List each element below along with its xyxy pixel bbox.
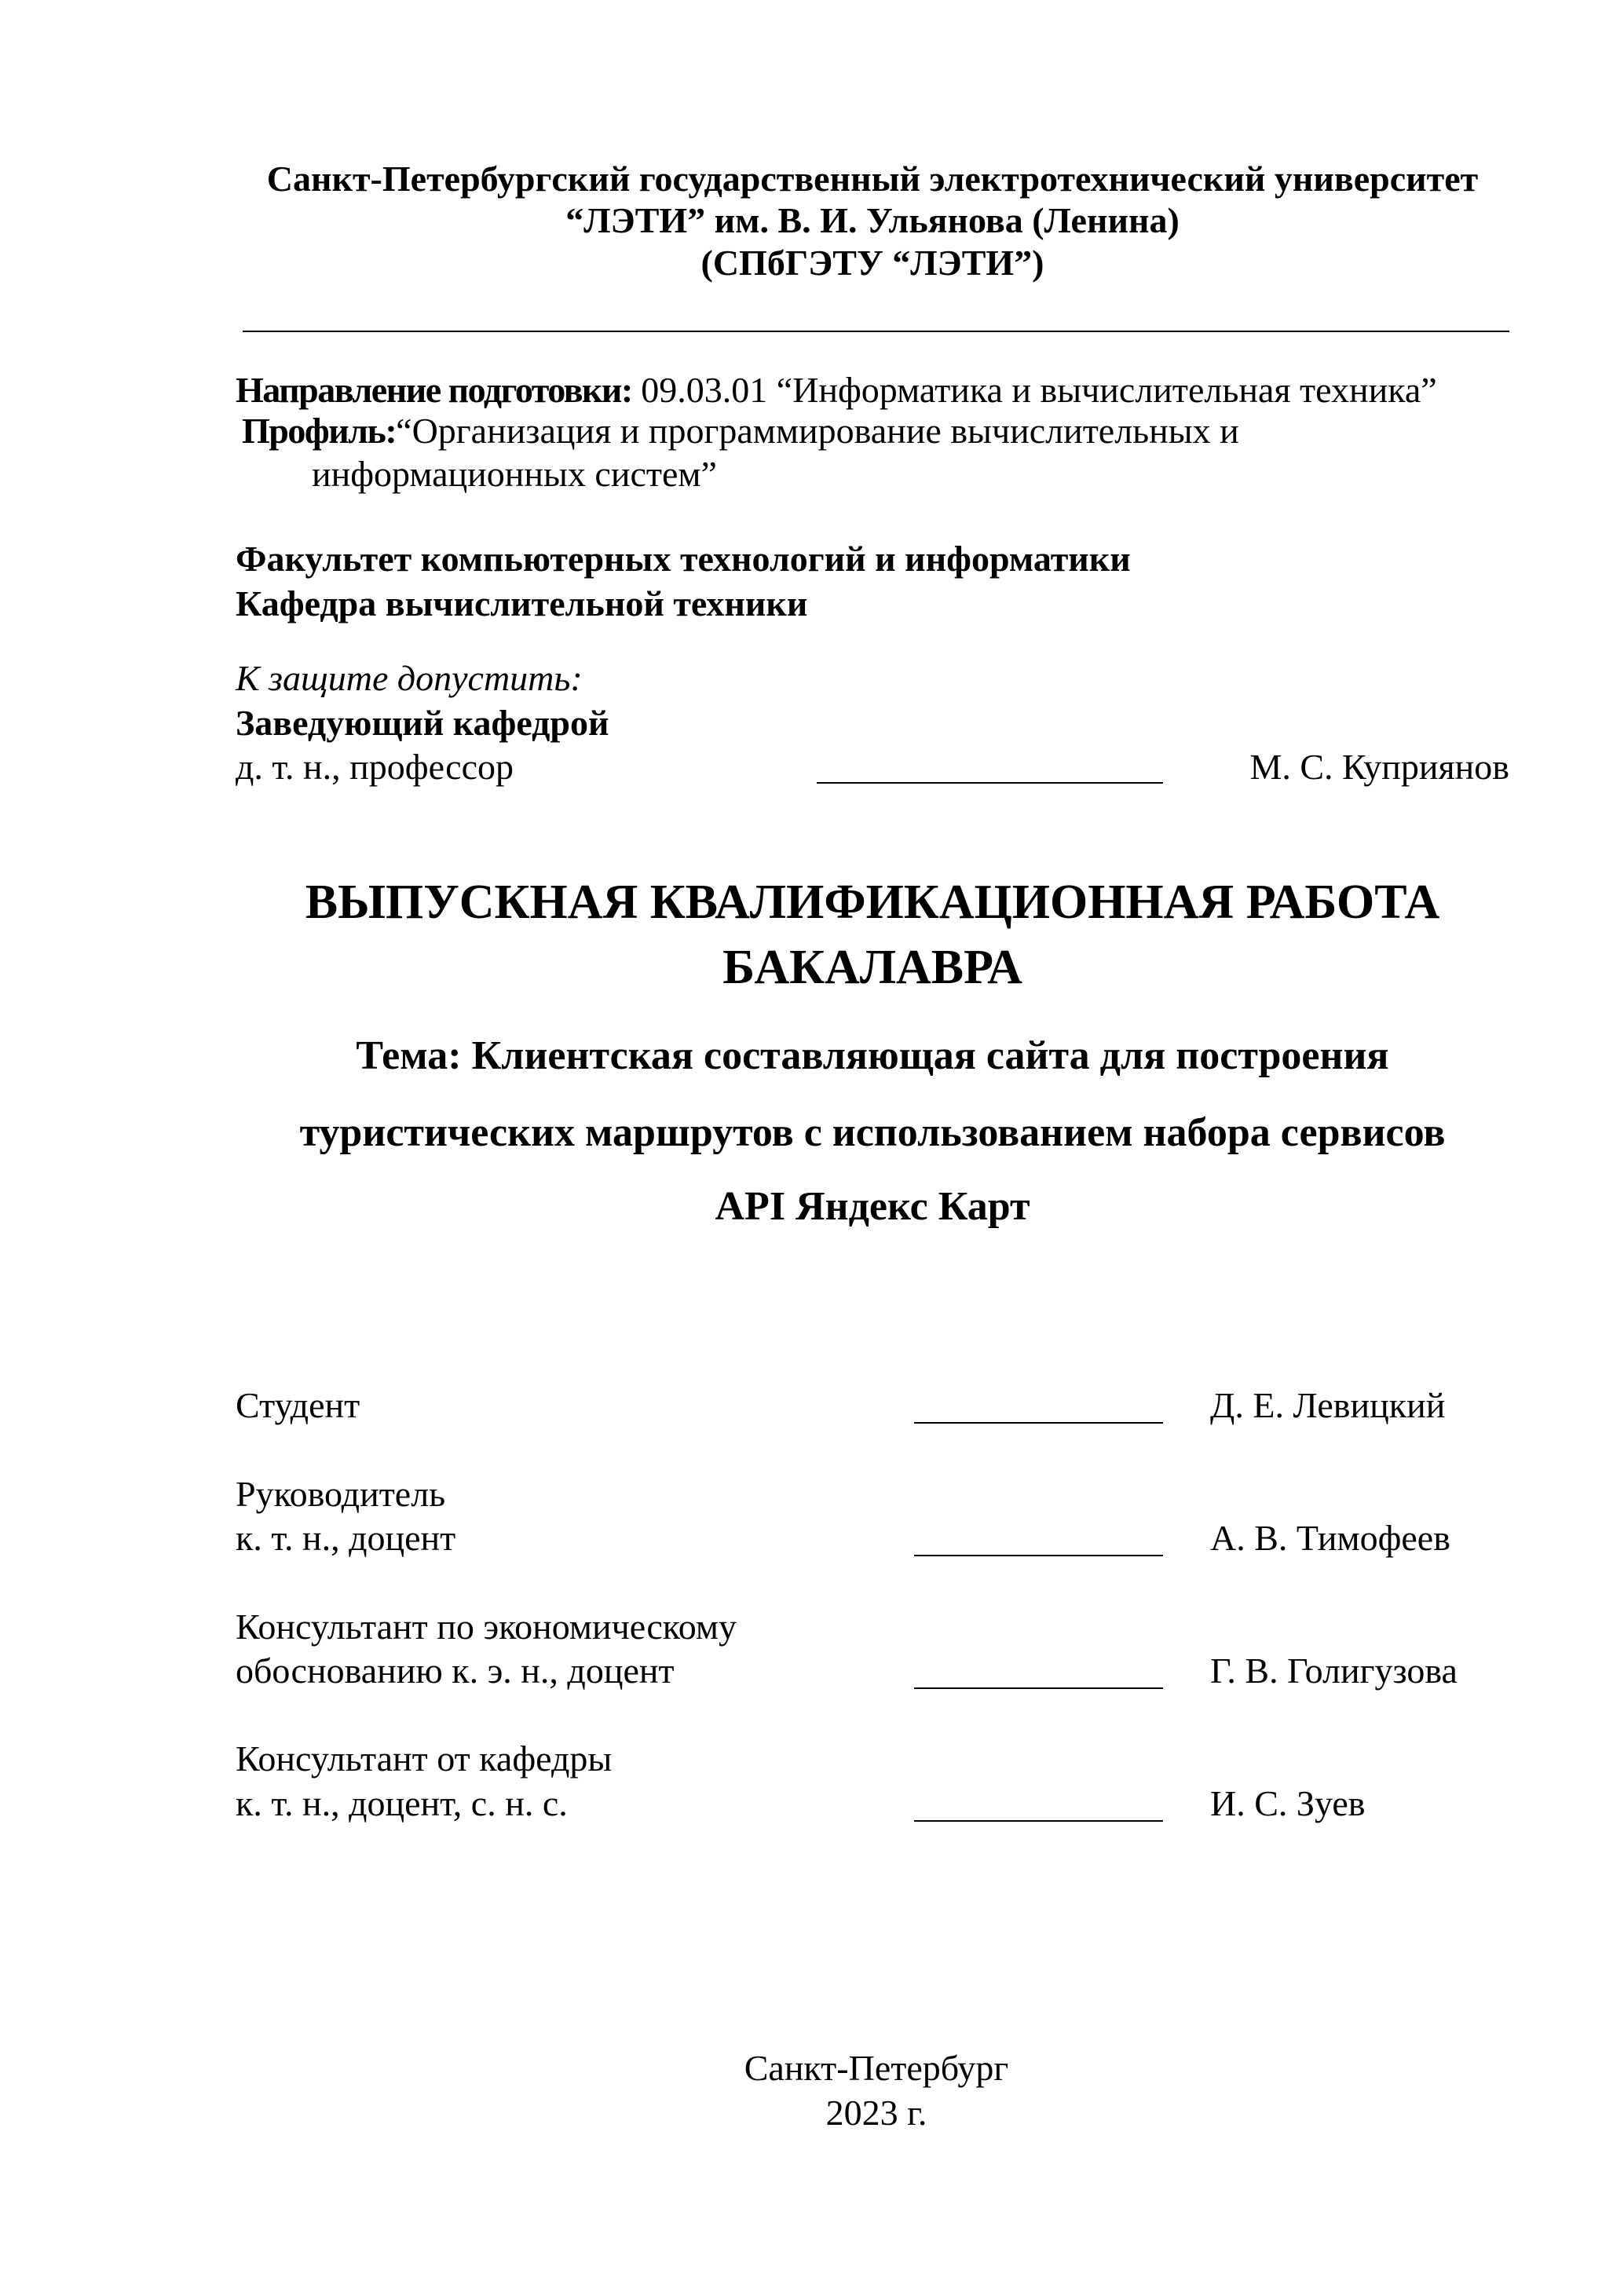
signatory-supervisor-signature-line xyxy=(914,1555,1163,1556)
direction-value: 09.03.01 “Информатика и вычислительная техника” xyxy=(641,370,1437,410)
signatory-student-role: Студент xyxy=(236,1385,360,1425)
footer-city: Санкт-Петербург xyxy=(744,2048,1009,2088)
profile-label: Профиль: xyxy=(242,411,397,451)
direction-label: Направление подготовки: xyxy=(236,370,632,410)
header-divider xyxy=(243,331,1509,332)
signatory-department-degree: к. т. н., доцент, с. н. с. xyxy=(236,1783,568,1823)
approval-position: Заведующий кафедрой xyxy=(236,703,609,743)
signatory-supervisor-degree: к. т. н., доцент xyxy=(236,1518,456,1558)
university-name-line1: Санкт-Петербургский государственный электротехнический университет xyxy=(266,159,1479,199)
signatory-department-role: Консультант от кафедры xyxy=(236,1738,613,1779)
document-title-line2: БАКАЛАВРА xyxy=(722,941,1022,994)
approval-name: М. С. Куприянов xyxy=(1249,747,1509,787)
topic-line2: туристических маршрутов с использованием набора сервисов xyxy=(299,1110,1446,1155)
document-title-line1: ВЫПУСКНАЯ КВАЛИФИКАЦИОННАЯ РАБОТА xyxy=(305,876,1440,929)
signatory-department-name: И. С. Зуев xyxy=(1210,1783,1366,1823)
profile-value-line2: информационных систем” xyxy=(312,454,717,494)
faculty: Факультет компьютерных технологий и информатики xyxy=(236,539,1131,579)
signatory-student-name: Д. Е. Левицкий xyxy=(1210,1385,1446,1425)
university-name-line2: “ЛЭТИ” им. В. И. Ульянова (Ленина) xyxy=(565,200,1180,240)
footer-year: 2023 г. xyxy=(825,2093,927,2133)
signatory-student-signature-line xyxy=(914,1422,1163,1424)
approval-label: К защите допустить: xyxy=(236,658,583,698)
university-abbreviation: (СПбГЭТУ “ЛЭТИ”) xyxy=(700,243,1044,283)
signatory-economics-role: Консультант по экономическому xyxy=(236,1607,737,1647)
profile-line xyxy=(242,413,1239,449)
signatory-supervisor-role: Руководитель xyxy=(236,1474,446,1514)
signatory-economics-signature-line xyxy=(914,1687,1163,1689)
signatory-department-signature-line xyxy=(914,1820,1163,1822)
signatory-economics-degree: обоснованию к. э. н., доцент xyxy=(236,1651,675,1691)
signatory-supervisor-name: А. В. Тимофеев xyxy=(1210,1518,1450,1558)
department: Кафедра вычислительной техники xyxy=(236,583,808,623)
signatory-economics-name: Г. В. Голигузова xyxy=(1210,1651,1458,1691)
approval-signature-line xyxy=(817,782,1163,784)
topic-line1: Тема: Клиентская составляющая сайта для построения xyxy=(356,1033,1389,1078)
profile-value-line1: “Организация и программирование вычислительных и xyxy=(396,411,1239,451)
approval-degree: д. т. н., профессор xyxy=(236,747,514,787)
topic-line3: API Яндекс Карт xyxy=(715,1184,1030,1229)
direction-line xyxy=(236,372,1437,408)
